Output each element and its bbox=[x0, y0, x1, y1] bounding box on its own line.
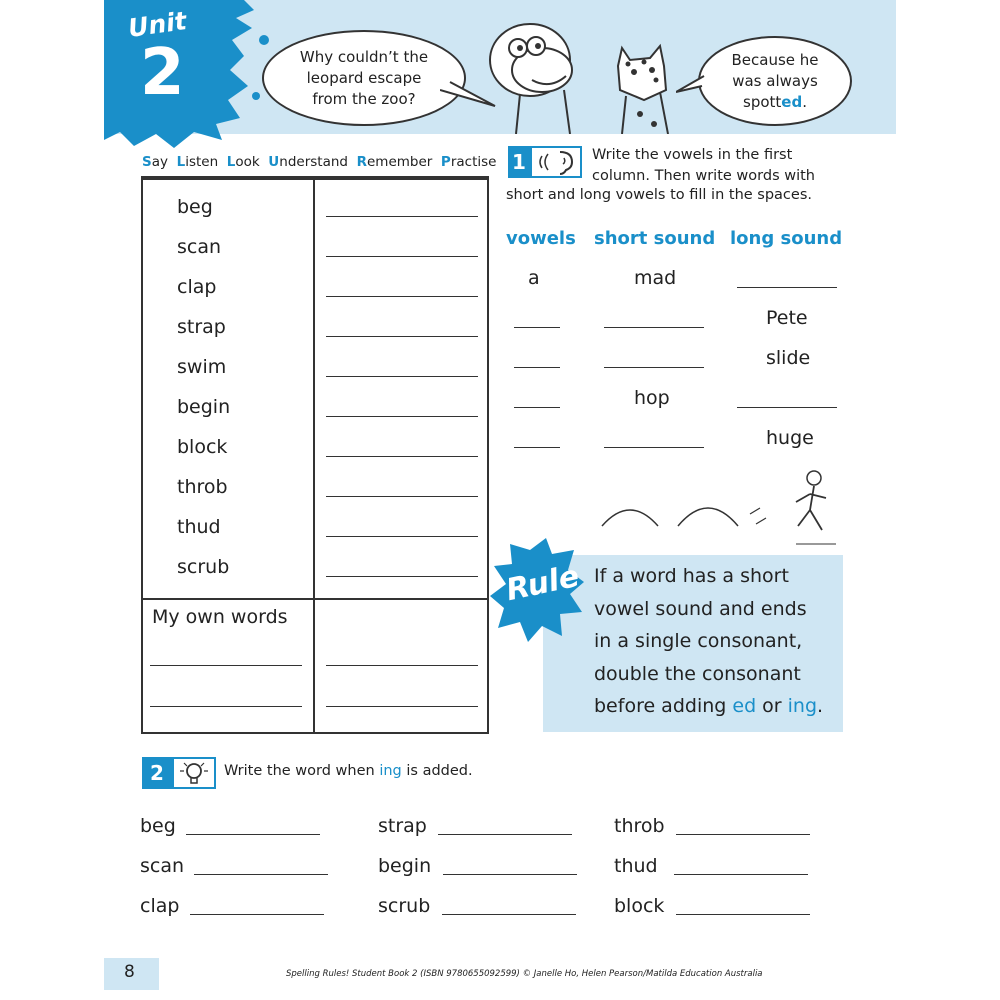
own-words-label: My own words bbox=[152, 606, 288, 628]
unit-word: Unit bbox=[126, 6, 189, 43]
rule-highlight: ing bbox=[787, 695, 818, 717]
ing-word: strap bbox=[378, 815, 427, 837]
word-list-item: beg bbox=[177, 196, 213, 218]
ing-word: thud bbox=[614, 855, 658, 877]
monkey-illustration bbox=[470, 10, 600, 134]
ing-word: begin bbox=[378, 855, 432, 877]
own-word-line[interactable] bbox=[150, 665, 302, 666]
word-list-item: thud bbox=[177, 516, 221, 538]
word-list-item: strap bbox=[177, 316, 226, 338]
vowel-blank[interactable] bbox=[514, 327, 560, 328]
ing-word: block bbox=[614, 895, 665, 917]
instruction-line: Write the vowels in the first bbox=[592, 147, 793, 163]
rule-text-part: before adding bbox=[594, 695, 733, 717]
short-sound-cell: mad bbox=[634, 267, 677, 289]
joke-question-line: leopard escape bbox=[306, 68, 422, 87]
answer-text: spott bbox=[743, 92, 782, 111]
word-list-item: scan bbox=[177, 236, 222, 258]
bubble-tail bbox=[676, 70, 706, 100]
vowel-cell: a bbox=[528, 267, 540, 289]
srl-item: Practise bbox=[440, 154, 497, 170]
short-sound-blank[interactable] bbox=[604, 327, 704, 328]
ing-word: clap bbox=[140, 895, 180, 917]
rule-line: in a single consonant, bbox=[594, 630, 803, 652]
ing-answer-line[interactable] bbox=[442, 914, 576, 915]
instruction-line: column. Then write words with bbox=[592, 168, 815, 184]
vowel-blank[interactable] bbox=[514, 407, 560, 408]
word-list-item: begin bbox=[177, 396, 231, 418]
long-sound-blank[interactable] bbox=[737, 287, 837, 288]
ing-answer-line[interactable] bbox=[190, 914, 324, 915]
vowel-blank[interactable] bbox=[514, 367, 560, 368]
unit-number: 2 bbox=[140, 36, 185, 110]
skipping-figure-illustration bbox=[600, 464, 840, 554]
answer-highlight: ed bbox=[781, 92, 803, 111]
joke-answer-line: Because he bbox=[731, 50, 819, 69]
ing-word: scrub bbox=[378, 895, 431, 917]
long-sound-cell: huge bbox=[766, 427, 814, 449]
word-list-item: block bbox=[177, 436, 228, 458]
rule-line: vowel sound and ends bbox=[594, 597, 807, 620]
joke-question-bubble bbox=[262, 30, 466, 126]
footer-credit: Spelling Rules! Student Book 2 (ISBN 9780655092599) © Janelle Ho, Helen Pearson/Matilda Education Australia bbox=[286, 969, 763, 979]
ing-answer-line[interactable] bbox=[443, 874, 577, 875]
srl-item: Say bbox=[142, 154, 168, 170]
joke-question-line: Why couldn’t the bbox=[299, 47, 429, 66]
instruction-text: Write the word when bbox=[224, 763, 380, 779]
rule-line-last bbox=[594, 690, 823, 723]
long-sound-cell: Pete bbox=[766, 307, 808, 329]
short-sound-blank[interactable] bbox=[604, 447, 704, 448]
table-row-divider bbox=[141, 598, 489, 600]
lightbulb-icon bbox=[172, 757, 216, 789]
ing-answer-line[interactable] bbox=[194, 874, 328, 875]
activity-1-instruction bbox=[592, 145, 815, 187]
ing-answer-line[interactable] bbox=[186, 834, 320, 835]
word-list-item: scrub bbox=[177, 556, 230, 578]
page-number: 8 bbox=[124, 962, 135, 982]
short-sound-cell: hop bbox=[634, 387, 670, 409]
word-answer-line[interactable] bbox=[326, 576, 478, 577]
instruction-line: short and long vowels to fill in the spaces. bbox=[506, 187, 812, 203]
joke-answer-bubble bbox=[698, 36, 852, 126]
own-word-answer-line[interactable] bbox=[326, 706, 478, 707]
short-sound-blank[interactable] bbox=[604, 367, 704, 368]
srl-item: Look bbox=[226, 154, 260, 170]
joke-question-line: from the zoo? bbox=[312, 89, 416, 108]
srl-item: Remember bbox=[356, 154, 433, 170]
srl-strip bbox=[142, 148, 497, 176]
word-answer-line[interactable] bbox=[326, 416, 478, 417]
word-answer-line[interactable] bbox=[326, 496, 478, 497]
word-answer-line[interactable] bbox=[326, 296, 478, 297]
instruction-highlight: ing bbox=[379, 763, 402, 779]
srl-item: Understand bbox=[268, 154, 348, 170]
joke-answer-line-last bbox=[731, 92, 818, 113]
word-list-item: clap bbox=[177, 276, 217, 298]
activity-1-number: 1 bbox=[508, 146, 530, 178]
instruction-text: is added. bbox=[401, 763, 473, 779]
rule-text-part: . bbox=[817, 695, 824, 717]
ing-word: beg bbox=[140, 815, 176, 837]
long-sound-blank[interactable] bbox=[737, 407, 837, 408]
rule-text-part: or bbox=[756, 695, 788, 717]
ing-word: scan bbox=[140, 855, 185, 877]
long-sound-column-header: long sound bbox=[730, 228, 843, 249]
word-answer-line[interactable] bbox=[326, 536, 478, 537]
word-answer-line[interactable] bbox=[326, 336, 478, 337]
vowels-column-header: vowels bbox=[506, 228, 576, 249]
rule-highlight: ed bbox=[732, 695, 757, 717]
short-sound-column-header: short sound bbox=[594, 228, 716, 249]
word-list-item: swim bbox=[177, 356, 227, 378]
own-word-line[interactable] bbox=[150, 706, 302, 707]
word-answer-line[interactable] bbox=[326, 376, 478, 377]
rule-line: If a word has a short bbox=[594, 565, 789, 587]
srl-item: Listen bbox=[176, 154, 219, 170]
ing-word: throb bbox=[614, 815, 665, 837]
ing-answer-line[interactable] bbox=[676, 834, 810, 835]
rule-text bbox=[594, 560, 823, 723]
own-word-answer-line[interactable] bbox=[326, 665, 478, 666]
answer-text: . bbox=[802, 92, 807, 111]
activity-2-number: 2 bbox=[142, 757, 172, 789]
ing-answer-line[interactable] bbox=[438, 834, 572, 835]
word-answer-line[interactable] bbox=[326, 256, 478, 257]
word-list-item: throb bbox=[177, 476, 228, 498]
joke-answer-line: was always bbox=[732, 71, 818, 90]
word-answer-line[interactable] bbox=[326, 456, 478, 457]
rule-line: double the consonant bbox=[594, 662, 801, 685]
long-sound-cell: slide bbox=[766, 347, 811, 369]
rule-badge: Rule bbox=[503, 558, 583, 609]
activity-2-instruction bbox=[224, 763, 473, 779]
ear-icon bbox=[530, 146, 582, 178]
table-column-divider bbox=[313, 178, 315, 734]
word-answer-line[interactable] bbox=[326, 216, 478, 217]
vowel-blank[interactable] bbox=[514, 447, 560, 448]
ing-answer-line[interactable] bbox=[674, 874, 808, 875]
ing-answer-line[interactable] bbox=[676, 914, 810, 915]
